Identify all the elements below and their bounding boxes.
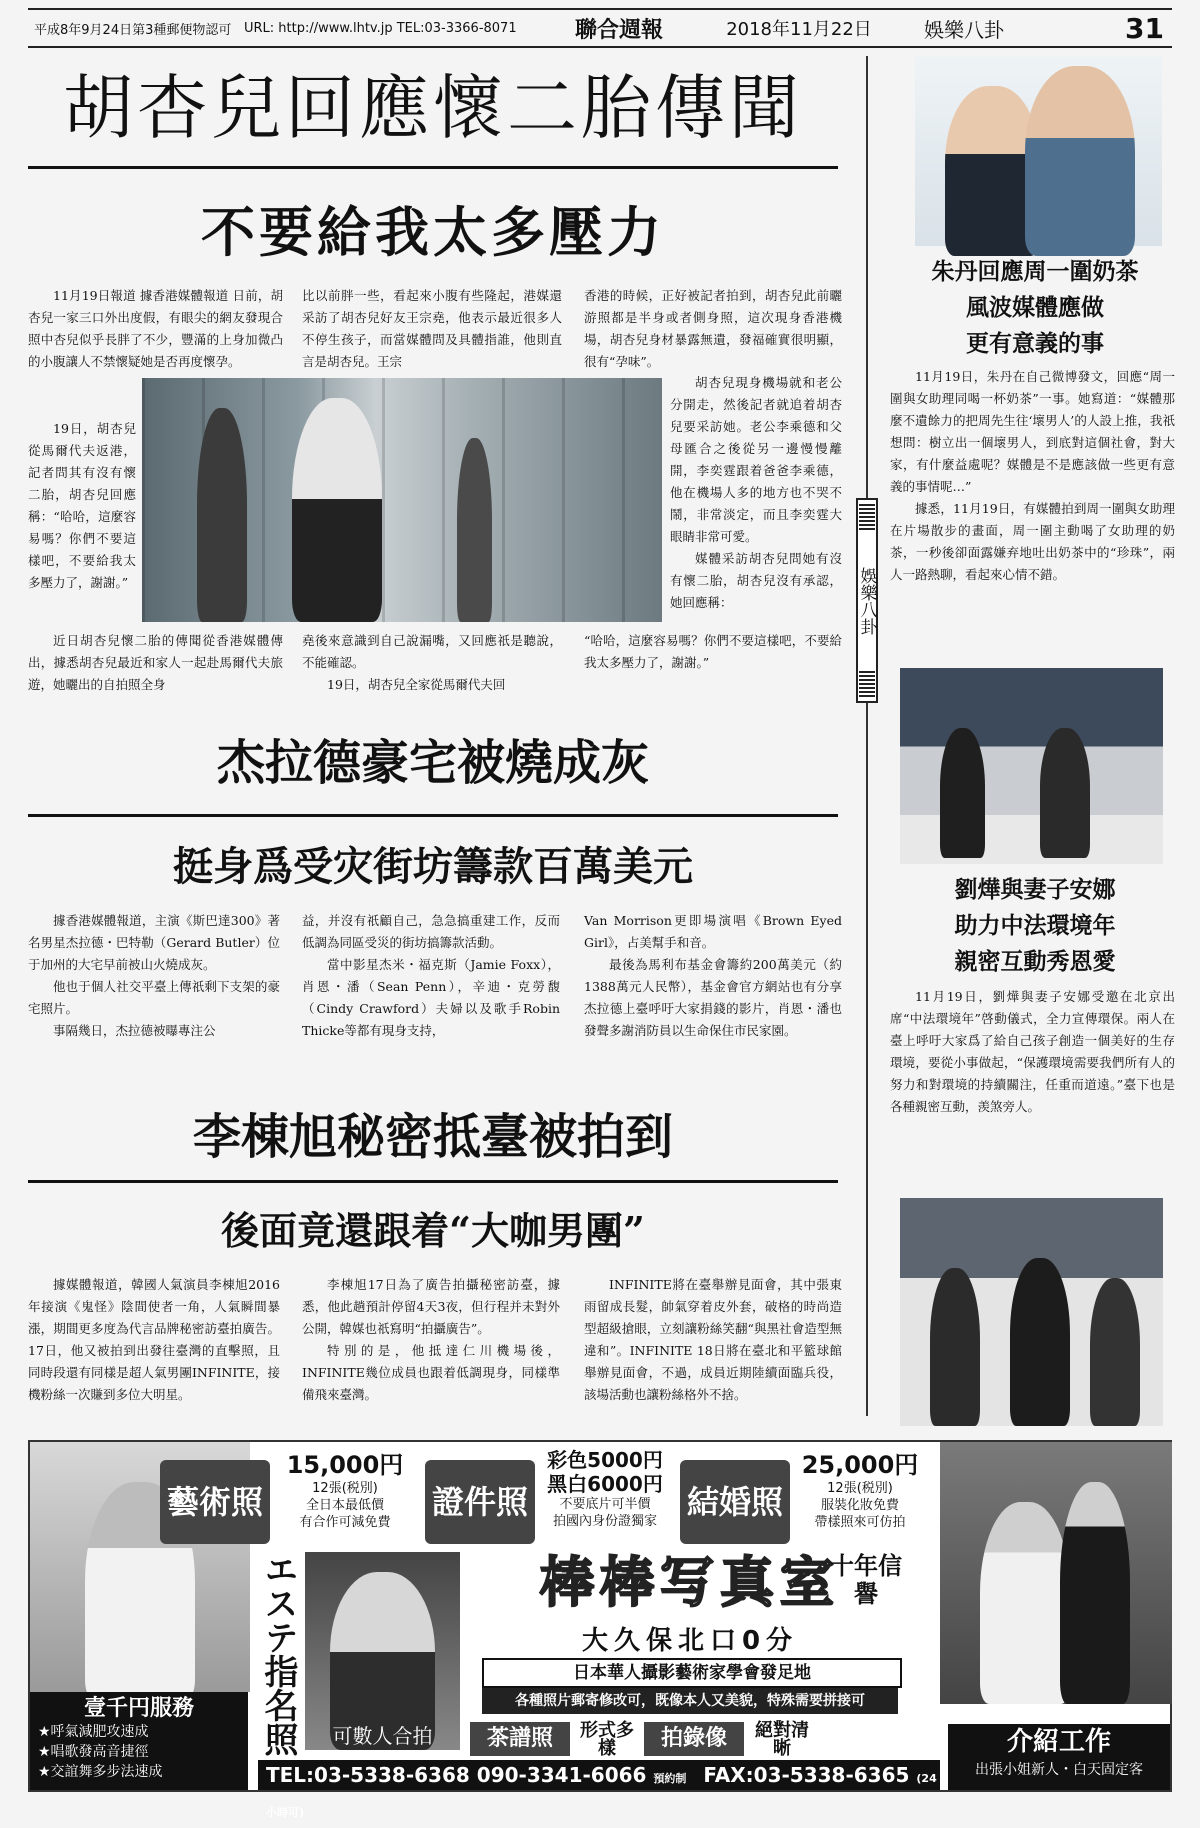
article2-col1: 據香港媒體報道，主演《斯巴達300》著名男星杰拉德・巴特勒（Gerard Butler）位于加州的大宅早前被山火燒成灰。 他也于個人社交平臺上傳祇剩下支架的豪宅照片。 事隔幾日，杰拉德被曝專注公 [28, 913, 280, 1038]
record-video-label: 拍錄像 [644, 1722, 744, 1756]
sidebar-story2-text: 11月19日，劉燁與妻子安娜受邀在北京出席“中法環境年”啓動儀式，全力宣傳環保。兩人在臺上呼吁大家爲了給自己孩子創造一個美好的生存環境，要從小事做起，“保護環境需要我們所有人的努力和對環境的持續關注，任重而道遠。”臺下也是各種親密互動，羡煞旁人。 [890, 989, 1175, 1114]
issue-date: 2018年11月22日 [726, 19, 872, 40]
article1-col1-top: 11月19日報道 據香港媒體報道 日前，胡杏兒一家三口外出度假，有眼尖的網友發現合照中杏兒似乎長胖了不少，豐滿的上身加微凸的小腹讓人不禁懷疑她是否再度懷孕。 [28, 288, 283, 369]
clarity-label: 絕對清晰 [755, 1720, 809, 1759]
article2-headline: 杰拉德豪宅被燒成灰 [216, 735, 649, 791]
article1-col1-bottom: 近日胡杏兒懷二胎的傳聞從香港媒體傳出，據悉胡杏兒最近和家人一起赴馬爾代夫旅遊，她曬出的自拍照全身 [28, 633, 283, 692]
article1-col2-top: 比以前胖一些，看起來小腹有些隆起，港媒還采訪了胡杏兒好友王宗堯，他表示最近很多人不停生孩子，而當媒體問及具體指誰，他則直言是胡杏兒。王宗 [302, 288, 562, 369]
wedding-couple-photo [940, 1442, 1172, 1704]
esthetic-label: エステ指名照 [258, 1552, 298, 1756]
article1-headline: 胡杏兒回應懷二胎傳聞 [63, 67, 803, 149]
article1-col3-top: 香港的時候，正好被記者拍到，胡杏兒此前曬游照都是半身或者側身照，這次現身香港機場，胡杏兒身材暴露無遺，發福確實很明顯，很有“孕味”。 [584, 288, 842, 369]
tab-label: 娛樂八卦 [856, 566, 877, 635]
article2-col3: Van Morrison更即場演唱《Brown Eyed Girl》，占美幫手和音。 最後為馬利布基金會籌約200萬美元（約1388萬元人民幣），基金會官方網站也有分享杰拉德上臺呼吁大家捐錢的影片，肖恩・潘也發聲多謝消防員以生命保住市民家園。 [584, 913, 842, 1038]
fax-number: FAX:03-5338-6365 [703, 1763, 910, 1787]
article3-col3: INFINITE將在臺舉辦見面會，其中張東雨留成長髮，帥氣穿着皮外套，破格的時尚造型超級搶眼，立刻讓粉絲笑翻“與黑社會造型無違和”。INFINITE 18日將在臺北和平籃球館舉辦見面會，不過，成員近期陸續面臨兵役，該場活動也讓粉絲格外不捨。 [584, 1277, 842, 1402]
postal-permit: 平成8年9月24日第3種郵便物認可 [34, 22, 232, 38]
price-wedding: 25,000円 12張(税別) 服裝化妝免費 帶樣照來可仿拍 [801, 1451, 919, 1530]
badge-wedding-photo: 結婚照 [680, 1460, 790, 1544]
tab-stripe [859, 671, 875, 697]
couple-photo [915, 56, 1162, 246]
thousand-yen-service: 壹千円服務 ★呼氣減肥攻速成 ★唱歌發高音捷徑 ★交誼舞多步法速成 [30, 1692, 248, 1790]
service-label: 各種照片郵寄修改可，既像本人又美貌，特殊需要拼接可 [482, 1688, 898, 1714]
contact-bar: TEL:03-5338-6368 090-3341-6066 預約制 FAX:03-5338-6365 (24小時可) [258, 1760, 940, 1790]
article3-col2: 李棟旭17日為了廣告拍攝秘密訪臺，據悉，他此趟預計停留4天3夜，但行程并未對外公開，韓媒也祇寫明“拍攝廣告”。 特別的是，他抵達仁川機場後，INFINITE幾位成員也跟着低調現身，同樣準備飛來臺灣。 [302, 1277, 560, 1402]
price-id: 彩色5000円 黑白6000円 不要底片可半價 拍國內身份證獨家 [547, 1448, 663, 1529]
job-referral: 介紹工作 出張小姐新人・白天固定客 [948, 1724, 1170, 1790]
studio-name: 棒棒写真室 [540, 1551, 840, 1614]
article2-subhead: 挺身爲受灾街坊籌款百萬美元 [173, 843, 693, 890]
article1-col3-bottom: “哈哈，這麼容易嗎？你們不要這樣吧，不要給我太多壓力了，謝謝。” [584, 633, 842, 670]
article1-col2-bottom: 堯後來意識到自己說漏嘴，又回應祇是聽說，不能確認。 19日，胡杏兒全家從馬爾代夫回 [302, 633, 562, 692]
badge-art-photo: 藝術照 [160, 1460, 270, 1544]
group-photo-label: 可數人合拍 [332, 1724, 433, 1748]
headline-rule [28, 814, 838, 817]
tea-photo-label: 茶譜照 [470, 1722, 570, 1756]
ceremony-photo [900, 668, 1163, 864]
page-number: 31 [1125, 11, 1164, 45]
audience-photo [900, 1198, 1163, 1426]
article2-col2: 益，并沒有祇顧自己，急急搞重建工作，反而低調為同區受災的街坊搞籌款活動。 當中影星杰米・福克斯（Jamie Foxx），肖恩・潘（Sean Penn），辛迪・克勞馥（Cindy Crawford）夫婦以及歌手Robin Thicke等都有現身支持， [302, 913, 560, 1038]
sidebar-story1-text: 11月19日，朱丹在自己微博發文，回應“周一圍與女助理同喝一杯奶茶”一事。她寫道：“媒體那麼不遺餘力的把周先生往‘壞男人’的人設上推，我祇想問：樹立出一個壞男人，到底對這個社會，對大家，有什麼益處呢？媒體是不是應該做一些更有意義的事情呢…” 據悉，11月19日，有媒體拍到周一圍與女助理在片場散步的畫面，周一圍主動喝了女助理的奶茶，一秒後卻面露嫌弃地吐出奶茶中的“珍珠”，兩人一路熱聊，看起來心情不錯。 [890, 369, 1175, 582]
headline-rule [28, 166, 838, 169]
phone-number[interactable]: TEL:03-5338-6368 090-3341-6066 [266, 1763, 647, 1787]
society-label: 日本華人攝影藝術家學會發足地 [482, 1658, 902, 1688]
masthead [28, 8, 1172, 48]
headline-rule [28, 1180, 838, 1183]
badge-id-photo: 證件照 [425, 1460, 535, 1544]
section-name: 娛樂八卦 [924, 17, 1004, 42]
photo-studio-ad [28, 1440, 1172, 1819]
reputation-label: 十年信譽 [830, 1552, 902, 1608]
sidebar-story1-headline: 朱丹回應周一圍奶茶 風波媒體應做 更有意義的事 [931, 259, 1139, 357]
column-divider [866, 56, 868, 1416]
article1-col3-right: 胡杏兒現身機場就和老公分開走，然後記者就追着胡杏兒要采訪她。老公李乘德和父母匯合之後從另一邊慢慢離開，李奕霆跟着爸爸李乘德，他在機場人多的地方也不哭不鬧，非常淡定，而且李奕霆大眼睛非常可愛。 媒體采訪胡杏兒問她有沒有懷二胎，胡杏兒沒有承認，她回應稱： [670, 375, 842, 610]
article3-subhead: 後面竟還跟着“大咖男團” [221, 1208, 645, 1253]
price-art: 15,000円 12張(税別) 全日本最低價 有合作可減免費 [286, 1451, 404, 1530]
airport-photo [142, 378, 662, 622]
article3-headline: 李棟旭秘密抵臺被拍到 [192, 1109, 673, 1165]
article3-col1: 據媒體報道，韓國人氣演員李棟旭2016年接演《鬼怪》陰間使者一角，人氣瞬間暴漲，期間更多度為代言品牌秘密訪臺拍廣告。17日，他又被拍到出發往臺灣的直擊照，且同時段還有同樣是超人氣男團INFINITE，接機粉絲一次賺到多位大明星。 [28, 1277, 280, 1402]
article1-col1-left: 19日，胡杏兒從馬爾代夫返港，記者問其有沒有懷二胎，胡杏兒回應稱：“哈哈，這麼容易嗎？你們不要這樣吧，不要給我太多壓力了，謝謝。” [28, 421, 136, 590]
sidebar-story2-headline: 劉燁與妻子安娜 助力中法環境年 親密互動秀恩愛 [954, 877, 1116, 975]
style-label: 形式多樣 [580, 1720, 634, 1759]
section-tab [856, 498, 878, 703]
masthead-contact: URL: http://www.lhtv.jp TEL:03-3366-8071 [244, 20, 517, 36]
location-label: 大久保北口0分 [581, 1626, 799, 1656]
tab-stripe [859, 504, 875, 530]
article1-subhead: 不要給我太多壓力 [201, 200, 665, 264]
newspaper-brand: 聯合週報 [574, 17, 663, 43]
